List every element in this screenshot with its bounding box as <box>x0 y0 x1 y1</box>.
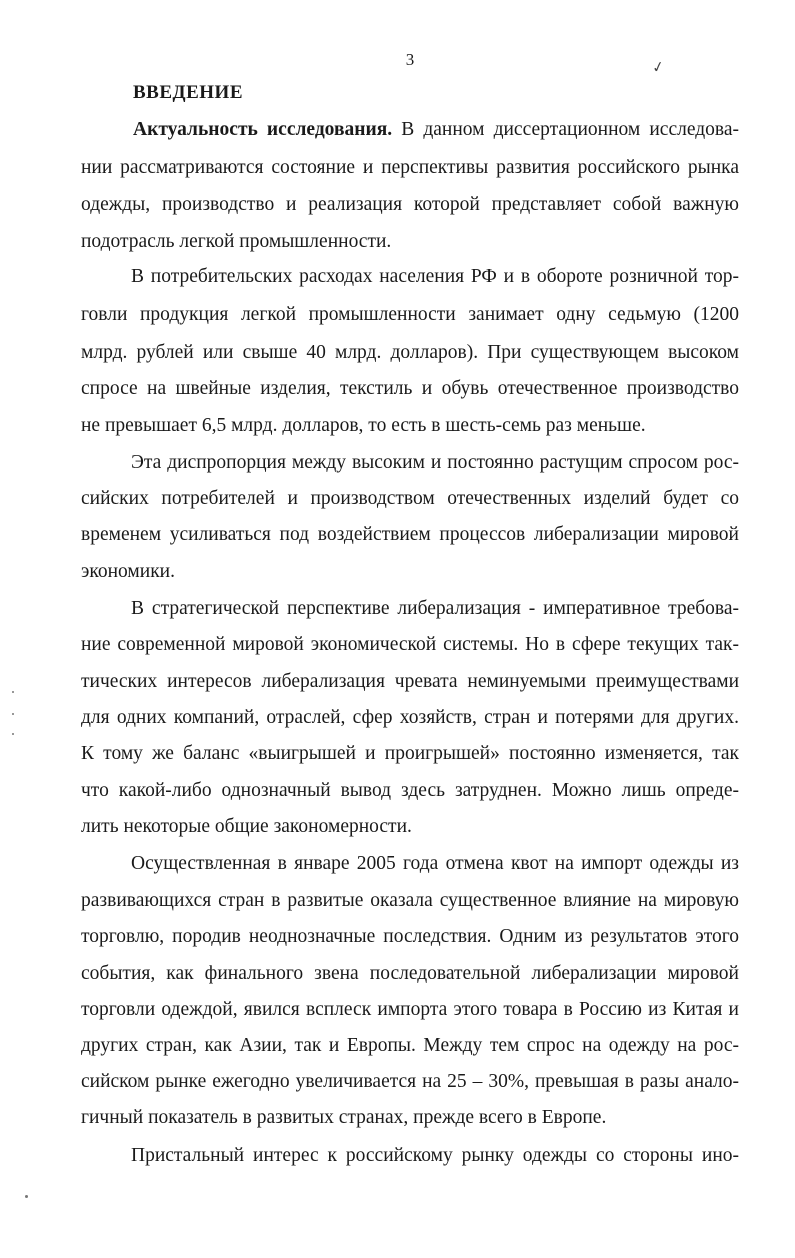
text-line: млрд. рублей или свыше 40 млрд. долларов). При существующем высоком <box>81 342 739 363</box>
text-line: других стран, как Азии, так и Европы. Между тем спрос на одежду на рос- <box>81 1035 739 1056</box>
text-line: В потребительских расходах населения РФ и в обороте розничной тор- <box>131 266 739 287</box>
text-line: В стратегической перспективе либерализация - императивное требова- <box>131 598 739 619</box>
text-line: развивающихся стран в развитые оказала существенное влияние на мировую <box>81 890 739 911</box>
text-line: одежды, производство и реализация которой представляет собой важную <box>81 194 739 215</box>
text-line: что какой-либо однозначный вывод здесь затруднен. Можно лишь опреде- <box>81 780 739 801</box>
section-heading: ВВЕДЕНИЕ <box>133 82 243 103</box>
text-line: торговли одеждой, явился всплеск импорта этого товара в Россию из Китая и <box>81 999 739 1020</box>
checkmark-icon: ✓ <box>650 58 667 78</box>
text-line: сийском рынке ежегодно увеличивается на 25 – 30%, превышая в разы анало- <box>81 1071 739 1092</box>
text-line: К тому же баланс «выигрышей и проигрышей» постоянно изменяется, так <box>81 743 739 764</box>
text-line: Пристальный интерес к российскому рынку одежды со стороны ино- <box>131 1145 739 1166</box>
scan-speck <box>12 713 14 715</box>
text-line: для одних компаний, отраслей, сфер хозяйств, стран и потерями для других. <box>81 707 739 728</box>
scan-speck <box>12 691 14 693</box>
text-line: торговлю, породив неоднозначные последствия. Одним из результатов этого <box>81 926 739 947</box>
text-line: Осуществленная в январе 2005 года отмена квот на импорт одежды из <box>131 853 739 874</box>
text-line: лить некоторые общие закономерности. <box>81 816 412 837</box>
text-line: нии рассматриваются состояние и перспективы развития российского рынка <box>81 157 739 178</box>
text-line: тических интересов либерализация чревата неминуемыми преимуществами <box>81 671 739 692</box>
text-line: говли продукция легкой промышленности занимает одну седьмую (1200 <box>81 304 739 325</box>
text-line: ние современной мировой экономической системы. Но в сфере текущих так- <box>81 634 739 655</box>
text-line: Актуальность исследования. В данном диссертационном исследова- <box>133 119 739 140</box>
text-line: Эта диспропорция между высоким и постоянно растущим спросом рос- <box>131 452 739 473</box>
text-line: временем усиливаться под воздействием процессов либерализации мировой <box>81 524 739 545</box>
scan-speck <box>25 1195 28 1198</box>
text-line: гичный показатель в развитых странах, прежде всего в Европе. <box>81 1107 607 1128</box>
page-number: 3 <box>405 50 415 69</box>
text-line: экономики. <box>81 561 175 582</box>
text-line: не превышает 6,5 млрд. долларов, то есть в шесть-семь раз меньше. <box>81 415 646 436</box>
text-line: события, как финального звена последовательной либерализации мировой <box>81 963 739 984</box>
text-line: подотрасль легкой промышленности. <box>81 231 392 252</box>
scan-speck <box>12 733 14 735</box>
text-line: спросе на швейные изделия, текстиль и обувь отечественное производство <box>81 378 739 399</box>
text-line: сийских потребителей и производством отечественных изделий будет со <box>81 488 739 509</box>
